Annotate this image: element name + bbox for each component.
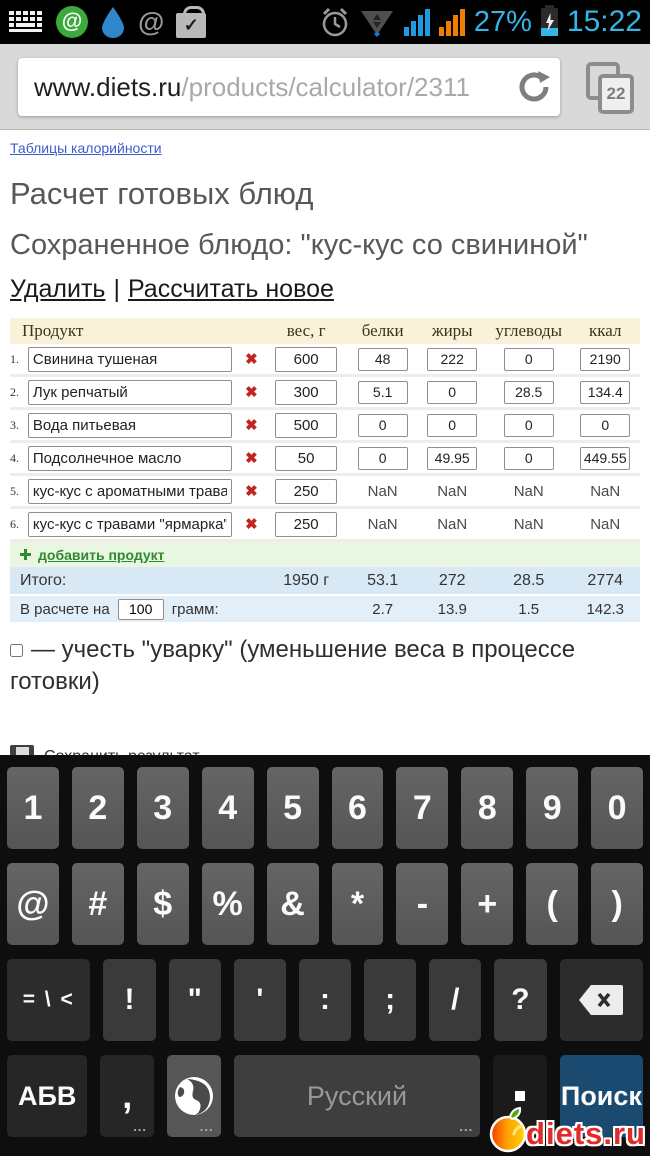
delete-row-icon[interactable]: ✖ <box>245 416 258 434</box>
key-semicolon[interactable]: ; <box>364 959 416 1041</box>
table-row <box>10 476 640 509</box>
water-drop-icon <box>100 6 126 38</box>
key-7[interactable]: 7 <box>396 767 448 849</box>
key-3[interactable]: 3 <box>137 767 189 849</box>
refresh-icon[interactable] <box>516 69 552 105</box>
comma-key-hint: ... <box>133 1119 148 1134</box>
weight-input[interactable] <box>275 380 337 405</box>
url-host: www.diets.ru <box>34 71 182 102</box>
per-fat: 13.9 <box>437 600 467 618</box>
delete-row-icon[interactable]: ✖ <box>245 350 258 368</box>
table-row <box>10 410 640 443</box>
total-carbs: 28.5 <box>513 571 545 589</box>
header-product: Продукт <box>22 321 84 340</box>
weight-input-focused[interactable] <box>275 512 337 537</box>
alarm-clock-icon <box>320 6 350 38</box>
add-product-row <box>10 542 640 567</box>
keyboard-row-symbols1 <box>7 863 643 945</box>
table-row <box>10 377 640 410</box>
header-kcal: ккал <box>588 321 622 340</box>
globe-icon <box>173 1075 215 1117</box>
fat-input[interactable] <box>427 381 477 404</box>
add-product-link[interactable]: добавить продукт <box>38 546 165 563</box>
fat-input[interactable] <box>427 348 477 371</box>
key-4[interactable]: 4 <box>202 767 254 849</box>
fat-value: NaN <box>437 482 468 500</box>
battery-percent: 27% <box>473 5 532 38</box>
kcal-input[interactable] <box>580 348 630 371</box>
key-exclamation[interactable]: ! <box>103 959 155 1041</box>
key-plus[interactable]: + <box>461 863 513 945</box>
agent-chat-icon: @ <box>56 6 88 38</box>
key-question[interactable]: ? <box>494 959 546 1041</box>
plus-icon <box>20 549 31 560</box>
calculator-table <box>10 318 640 622</box>
key-asterisk[interactable]: * <box>332 863 384 945</box>
protein-value: NaN <box>367 515 398 533</box>
tabs-button[interactable] <box>584 62 636 114</box>
row-number: 1. <box>10 351 19 366</box>
key-8[interactable]: 8 <box>461 767 513 849</box>
carbs-value: NaN <box>513 482 544 500</box>
table-row <box>10 344 640 377</box>
key-hash[interactable]: # <box>72 863 124 945</box>
keyboard-icon <box>8 10 44 34</box>
period-dot <box>515 1091 525 1101</box>
url-path: /products/calculator/2311 <box>181 71 470 102</box>
carbs-input[interactable] <box>504 348 554 371</box>
key-paren-open[interactable]: ( <box>526 863 578 945</box>
row-number: 4. <box>10 450 19 465</box>
total-row <box>10 567 640 594</box>
android-keyboard <box>0 755 650 1156</box>
key-slash[interactable]: / <box>429 959 481 1041</box>
header-weight: вес, г <box>286 321 326 340</box>
abc-key[interactable]: АБВ <box>7 1055 87 1137</box>
status-bar <box>0 0 650 44</box>
signal-orange-icon <box>439 9 465 36</box>
shopping-bag-check-icon: ✓ <box>176 13 206 38</box>
delete-dish-link[interactable]: Удалить <box>10 275 106 303</box>
delete-row-icon[interactable]: ✖ <box>245 515 258 533</box>
clock-time: 15:22 <box>566 5 642 38</box>
protein-input[interactable] <box>358 348 408 371</box>
key-paren-close[interactable]: ) <box>591 863 643 945</box>
fat-input[interactable] <box>427 447 477 470</box>
row-number: 2. <box>10 384 19 399</box>
key-6[interactable]: 6 <box>332 767 384 849</box>
kcal-value: NaN <box>590 515 621 533</box>
total-kcal: 2774 <box>587 571 624 589</box>
product-name-input[interactable] <box>28 512 232 537</box>
backspace-icon <box>578 984 624 1016</box>
globe-key-hint: ... <box>199 1119 214 1134</box>
backspace-key[interactable] <box>560 959 643 1041</box>
key-colon[interactable]: : <box>299 959 351 1041</box>
total-label: Итого: <box>20 571 67 589</box>
saved-dish-subtitle: Сохраненное блюдо: "кус-кус со свининой" <box>10 229 588 261</box>
key-doublequote[interactable]: " <box>169 959 221 1041</box>
shrinkage-label: — учесть "уварку" (уменьшение веса в процессе готовки) <box>10 636 576 696</box>
shrinkage-checkbox[interactable] <box>10 644 23 657</box>
weight-input[interactable] <box>275 347 337 372</box>
kcal-value: NaN <box>590 482 621 500</box>
per-label-before: В расчете на <box>20 600 110 618</box>
table-header-row <box>10 318 640 344</box>
period-key[interactable] <box>493 1055 547 1137</box>
table-row <box>10 509 640 542</box>
per-kcal: 142.3 <box>586 600 624 618</box>
status-icons-right <box>320 5 642 39</box>
protein-input[interactable] <box>358 447 408 470</box>
per-protein: 2.7 <box>372 600 394 618</box>
row-number: 3. <box>10 417 19 432</box>
key-2[interactable]: 2 <box>72 767 124 849</box>
search-key[interactable]: Поиск <box>560 1055 643 1137</box>
total-weight: 1950 г <box>283 571 330 589</box>
kcal-input[interactable] <box>580 447 630 470</box>
delete-row-icon[interactable]: ✖ <box>245 449 258 467</box>
breadcrumb-link[interactable]: Таблицы калорийности <box>10 140 162 156</box>
protein-input[interactable] <box>358 414 408 437</box>
carbs-input[interactable] <box>504 414 554 437</box>
delete-row-icon[interactable]: ✖ <box>245 482 258 500</box>
per-carbs: 1.5 <box>518 600 540 618</box>
product-name-input[interactable] <box>28 479 232 504</box>
per-amount-input[interactable] <box>118 599 164 620</box>
delete-row-icon[interactable]: ✖ <box>245 383 258 401</box>
fat-input[interactable] <box>427 414 477 437</box>
key-dollar[interactable]: $ <box>137 863 189 945</box>
total-fat: 272 <box>438 571 466 589</box>
keyboard-row-bottom <box>7 1055 643 1137</box>
product-name-input[interactable] <box>28 413 232 438</box>
wifi-icon <box>359 7 395 37</box>
key-ampersand[interactable]: & <box>267 863 319 945</box>
carbs-value: NaN <box>513 515 544 533</box>
key-at[interactable]: @ <box>7 863 59 945</box>
kcal-input[interactable] <box>580 381 630 404</box>
product-name-input[interactable] <box>28 446 232 471</box>
keyboard-row-digits <box>7 767 643 849</box>
key-1[interactable]: 1 <box>7 767 59 849</box>
actions-separator: | <box>113 275 120 303</box>
per-amount-row <box>10 594 640 622</box>
shrinkage-option <box>10 634 610 699</box>
url-bar[interactable] <box>18 58 560 116</box>
key-5[interactable]: 5 <box>267 767 319 849</box>
protein-value: NaN <box>367 482 398 500</box>
key-9[interactable]: 9 <box>526 767 578 849</box>
url-text[interactable] <box>34 72 516 103</box>
calculate-new-link[interactable]: Рассчитать новое <box>127 275 334 303</box>
key-apostrophe[interactable]: ' <box>234 959 286 1041</box>
weight-input[interactable] <box>275 479 337 504</box>
product-name-input[interactable] <box>28 380 232 405</box>
weight-input[interactable] <box>275 446 337 471</box>
weight-input[interactable] <box>275 413 337 438</box>
row-number: 5. <box>10 483 19 498</box>
product-name-input[interactable] <box>28 347 232 372</box>
browser-chrome <box>0 44 650 130</box>
carbs-input[interactable] <box>504 381 554 404</box>
key-symbols-shift[interactable]: = \ < <box>7 959 90 1041</box>
carbs-input[interactable] <box>504 447 554 470</box>
header-carbs: углеводы <box>495 321 563 340</box>
fat-value: NaN <box>437 515 468 533</box>
language-globe-key[interactable] <box>167 1055 221 1137</box>
comma-key[interactable]: , ... <box>100 1055 154 1137</box>
status-icons-left <box>8 6 206 38</box>
header-protein: белки <box>361 321 404 340</box>
at-icon: @ <box>138 6 165 37</box>
header-fat: жиры <box>431 321 473 340</box>
tabs-count: 22 <box>598 74 634 114</box>
dish-actions <box>10 275 640 304</box>
space-key-hint: ... <box>459 1119 474 1134</box>
keyboard-row-symbols2 <box>7 959 643 1041</box>
row-number: 6. <box>10 516 19 531</box>
table-row <box>10 443 640 476</box>
space-bar[interactable]: Русский ... <box>234 1055 481 1137</box>
per-label-after: грамм: <box>171 600 219 618</box>
page-content <box>0 130 650 769</box>
watermark-text: diets.ru <box>526 1116 646 1151</box>
key-minus[interactable]: - <box>396 863 448 945</box>
page-title: Расчет готовых блюд <box>10 176 314 211</box>
total-protein: 53.1 <box>367 571 399 589</box>
key-0[interactable]: 0 <box>591 767 643 849</box>
signal-blue-icon <box>404 9 430 36</box>
kcal-input[interactable] <box>580 414 630 437</box>
battery-icon <box>541 8 558 36</box>
protein-input[interactable] <box>358 381 408 404</box>
key-percent[interactable]: % <box>202 863 254 945</box>
